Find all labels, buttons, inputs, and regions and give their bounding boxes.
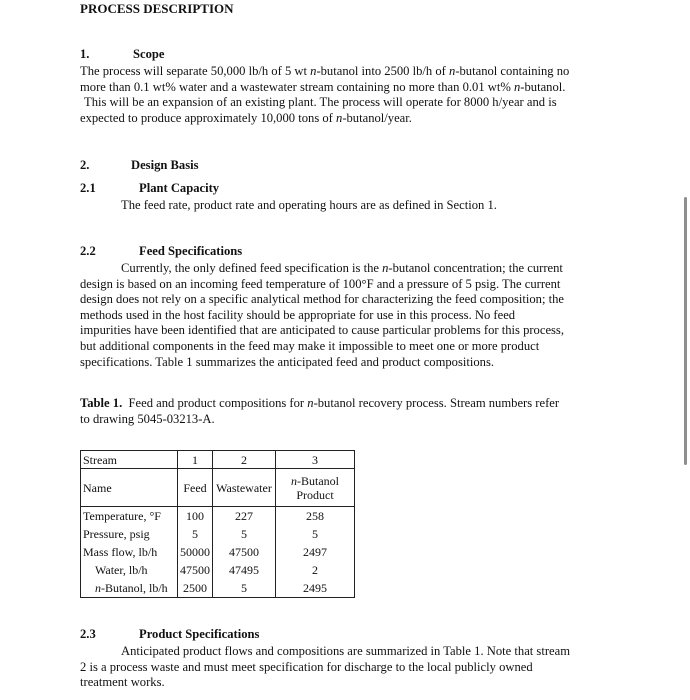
table-header-cell: 1: [178, 451, 213, 469]
composition-table: [80, 450, 355, 598]
paragraph-line: design does not rely on a specific analytical method for characterizing the feed composition; the: [80, 292, 564, 307]
table-header-cell: Wastewater: [213, 469, 276, 507]
vertical-scrollbar[interactable]: [684, 197, 687, 465]
section-2-2-heading: Feed Specifications: [139, 244, 243, 258]
table-header-cell: Name: [81, 469, 178, 507]
table-cell: 5: [213, 525, 276, 543]
table-cell: 2495: [276, 579, 355, 598]
table-header-row: [81, 451, 355, 469]
section-2-3-number: 2.3: [80, 627, 96, 641]
table-header-cell: n-Butanol Product: [276, 469, 355, 507]
table-row: [81, 525, 355, 543]
table-cell: 227: [213, 507, 276, 526]
table-cell: 47500: [213, 543, 276, 561]
table-row-label: Mass flow, lb/h: [81, 543, 178, 561]
section-1-paragraph: [80, 64, 610, 126]
section-2-1-heading: Plant Capacity: [139, 181, 220, 195]
table-header-cell: 3: [276, 451, 355, 469]
table-cell: 5: [276, 525, 355, 543]
table-caption-label: Table 1.: [80, 396, 123, 410]
table-row-label: Temperature, °F: [81, 507, 178, 526]
table-row-label: Pressure, psig: [81, 525, 178, 543]
table-row: [81, 543, 355, 561]
paragraph-line: more than 0.1 wt% water and a wastewater stream containing no more than 0.01 wt% n-butanol.: [80, 79, 566, 94]
table-header-cell: 2: [213, 451, 276, 469]
paragraph-line: but additional components in the feed may make it impossible to meet one or more product: [80, 338, 540, 353]
table-cell: 47500: [178, 561, 213, 579]
table-caption: [80, 396, 610, 427]
section-1-heading: Scope: [133, 47, 165, 61]
section-2-2-number: 2.2: [80, 244, 96, 258]
table-cell: 2: [276, 561, 355, 579]
section-2-3-paragraph: [80, 644, 610, 691]
section-2-number: 2.: [80, 158, 90, 172]
table-row: [81, 579, 355, 598]
section-2-heading: Design Basis: [131, 158, 199, 172]
paragraph-line: Anticipated product flows and compositions are summarized in Table 1. Note that stream: [121, 644, 570, 658]
table-cell: 50000: [178, 543, 213, 561]
table-cell: 5: [178, 525, 213, 543]
table-header-cell: Stream: [81, 451, 178, 469]
paragraph-line: specifications. Table 1 summarizes the anticipated feed and product compositions.: [80, 354, 495, 369]
table-row-label: Water, lb/h: [81, 561, 178, 579]
table-row: [81, 561, 355, 579]
paragraph-line: design is based on an incoming feed temperature of 100°F and a pressure of 5 psig. The current: [80, 276, 561, 291]
paragraph-line: treatment works.: [80, 675, 165, 690]
table-cell: 100: [178, 507, 213, 526]
table-header-cell: Feed: [178, 469, 213, 507]
table-caption-line: Feed and product compositions for n-butanol recovery process. Stream numbers refer: [128, 396, 560, 410]
table-cell: 2497: [276, 543, 355, 561]
table-header-row: [81, 469, 355, 507]
section-2-1-number: 2.1: [80, 181, 96, 195]
paragraph-line: methods used in the host facility should be appropriate for use in this process. No feed: [80, 307, 516, 322]
table-cell: 2500: [178, 579, 213, 598]
table-caption-line: to drawing 5045-03213-A.: [80, 411, 215, 426]
page-title: PROCESS DESCRIPTION: [80, 1, 234, 16]
paragraph-line: expected to produce approximately 10,000 tons of n-butanol/year.: [80, 110, 412, 125]
table-cell: 258: [276, 507, 355, 526]
section-2-2-paragraph: [80, 261, 610, 370]
table-cell: 5: [213, 579, 276, 598]
section-2-1-text: The feed rate, product rate and operating hours are as defined in Section 1.: [121, 198, 497, 212]
paragraph-line: The process will separate 50,000 lb/h of 5 wt n-butanol into 2500 lb/h of n-butanol containing no: [80, 64, 570, 78]
table-row-label: n-Butanol, lb/h: [81, 579, 178, 598]
paragraph-line: 2 is a process waste and must meet specification for discharge to the local publicly owned: [80, 659, 533, 674]
table-cell: 47495: [213, 561, 276, 579]
paragraph-line: This will be an expansion of an existing plant. The process will operate for 8000 h/year and is: [84, 95, 557, 110]
section-1-number: 1.: [80, 47, 90, 61]
section-2-3-heading: Product Specifications: [139, 627, 260, 641]
table-row: [81, 507, 355, 526]
paragraph-line: Currently, the only defined feed specification is the n-butanol concentration; the current: [121, 261, 563, 275]
paragraph-line: impurities have been identified that are anticipated to cause particular problems for this process,: [80, 323, 564, 338]
